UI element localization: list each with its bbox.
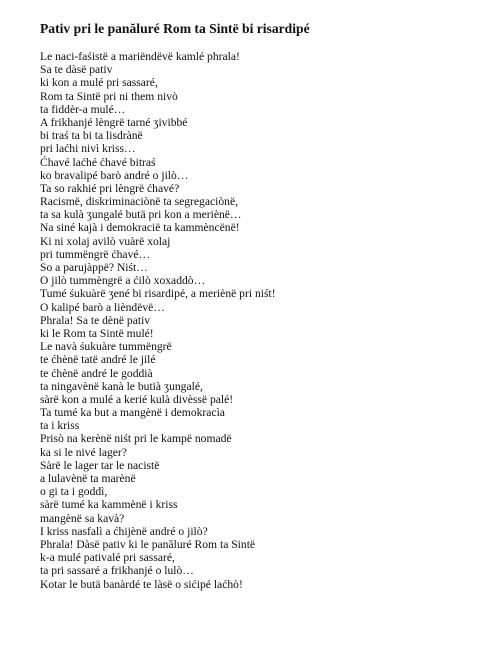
poem-line: ko bravalipé barò andré o jilò… — [40, 168, 189, 182]
poem-line: Phrala! Dàsë pativ ki le panăluré Rom ta Sintë — [40, 537, 256, 551]
poem-line: Phrala! Sa te dènë pativ — [40, 313, 151, 327]
poem-line: sàrë kon a mulé a kerié kulà divèssë palé! — [40, 392, 234, 406]
poem-line: sàrë tumé ka kammènë i kriss — [40, 498, 178, 512]
poem-line: a lulavènë ta marènë — [40, 472, 136, 485]
poem-line: O kalipé barò a lièndëvë… — [40, 300, 165, 314]
poem-line: pri laćhi nivì kriss… — [40, 142, 136, 156]
poem-line: ta fiddèr-a mulé… — [40, 102, 126, 116]
poem-line: O jilò tummèngrë a ćilò xoxaddò… — [40, 274, 206, 288]
poem-line: Ta so rakhié pri lèngrë ćhavé? — [40, 181, 180, 195]
poem-line: ka si le nivé lager? — [40, 445, 127, 459]
poem-line: ki kon a mulé pri sassaré, — [40, 76, 158, 90]
poem-line: Kotar le butä banàrdé te làsë o sićipé laćhò! — [40, 577, 243, 591]
poem-line: Racismë, diskriminaciònë ta segregaciònë, — [40, 195, 238, 209]
poem-line: ta ningavènë kanà le butià ʒungalé, — [40, 379, 203, 393]
poem-line: te ćhènë andré le goddià — [40, 366, 153, 380]
poem-line: mangènë sa kavà? — [40, 511, 125, 525]
poem-line: pri tummëngrë ćhavé… — [40, 247, 151, 261]
poem-line: So a parujàppë? Niśt… — [40, 261, 148, 274]
poem-line: ta pri sassaré a frikhanjé o lulò… — [40, 564, 194, 578]
poem-line: A frikhanjé lèngrë tarné ʒivibbé — [40, 115, 188, 129]
poem-line: Rom ta Sintë pri ni them nivò — [40, 89, 178, 103]
poem-title: Pativ pri le panăluré Rom ta Sintë bi risardipé — [40, 21, 310, 36]
poem-line: Ki ni xolaj avilò vuàrë xolaj — [40, 234, 171, 248]
poem-line: ta sa kulà ʒungalé butä pri kon a meriènë… — [40, 208, 242, 222]
poem-line: Na siné kajà i demokracië ta kammèncënë! — [40, 221, 240, 235]
poem-line: o gi ta i goddì, — [40, 485, 108, 499]
poem-line: ta i kriss — [40, 419, 80, 433]
poem-line: Ćhavé laćhé ćhavé bitraś — [40, 155, 156, 169]
poem-line: Le naci-faśistë a mariëndëvë kamlé phrala! — [40, 50, 240, 63]
poem-line: Sàrë le lager tar le nacistë — [40, 458, 160, 472]
poem-body — [40, 50, 470, 591]
poem-line: Tumé śukuàrë ʒené bi risardipé, a meriènë pri niśt! — [40, 287, 276, 301]
poem-line: Prisò na kerènë niśt pri le kampë nomadë — [40, 432, 232, 446]
poem-line: bi traś ta bi ta lisdrànë — [40, 129, 143, 143]
poem-line: ki le Rom ta Sintë mulé! — [40, 326, 154, 340]
poem-line: Ta tumé ka but a mangènë i demokracìa — [40, 406, 225, 420]
poem-line: Le navà śukuàre tummëngrë — [40, 340, 172, 354]
poem-line: I kriss nasfalì a ćhijènë andré o jilò? — [40, 524, 208, 538]
poem-line: Sa te dàsë pativ — [40, 63, 113, 77]
poem-line: te ćhènë tatë andré le jilé — [40, 353, 156, 367]
poem-line: k-a mulé pativalé pri sassaré, — [40, 551, 175, 565]
